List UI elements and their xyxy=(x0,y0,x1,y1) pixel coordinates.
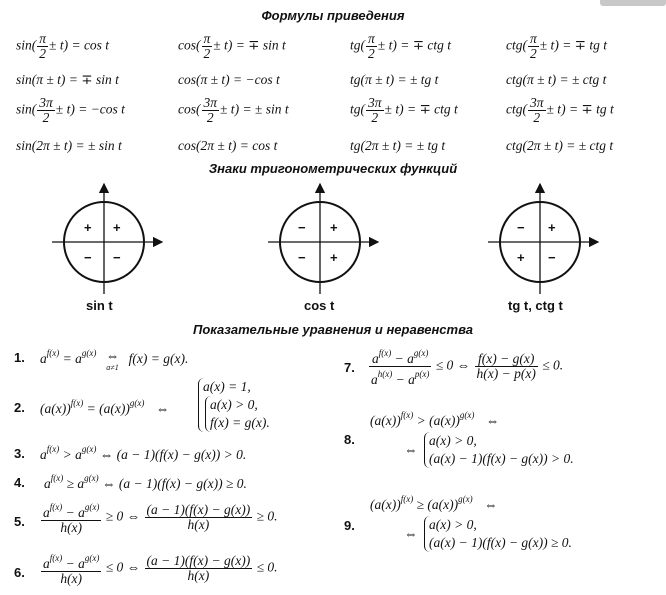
formula-r2c3: tg(π ± t) = ± tg t xyxy=(350,72,439,87)
tg-q3-sign: + xyxy=(517,250,525,265)
formula-r1c1: sin( $\frac{\pi}{2}$ ± t) = cos t xyxy=(16,31,110,61)
item-number-7: 7. xyxy=(344,360,355,375)
sin-q4-sign: − xyxy=(113,250,121,265)
equation-9-system: a(x) > 0, (a(x) − 1)(f(x) − g(x)) ≥ 0. xyxy=(424,516,572,552)
label-cos: cos t xyxy=(304,298,335,313)
formula-r3c1: sin( $\frac{3\pi}{2}$ ± t) = −cos t xyxy=(16,95,125,125)
formula-r1c3: tg( $\frac{\pi}{2}$ ± t) = ∓ ctg t xyxy=(350,31,451,61)
section-title-exponential: Показательные уравнения и неравенства xyxy=(192,322,474,337)
equation-3: $a^{f(x)} > a^{g(x)}$ ⇔ (a − 1)(f(x) − g(x)) > 0. xyxy=(40,444,247,462)
item-number-9: 9. xyxy=(344,518,355,533)
formula-r3c4: ctg( $\frac{3\pi}{2}$ ± t) = ∓ tg t xyxy=(506,95,614,125)
item-number-4: 4. xyxy=(14,475,25,490)
section-title-signs: Знаки тригонометрических функций xyxy=(208,161,458,176)
equation-4: $a^{f(x)} \ge a^{g(x)}$ ⇔ (a − 1)(f(x) − g(x)) ≥ 0. xyxy=(44,473,247,491)
equation-7: $\frac{a^{f(x)} - a^{g(x)}}{a^{h(x)} - a^{p(x)}}$ ≤ 0 ⇔ $\frac{f(x) - g(x)}{h(x) - p(x)}$ ≤ 0. xyxy=(371,348,564,387)
item-number-3: 3. xyxy=(14,446,25,461)
sin-q2-sign: + xyxy=(84,220,92,235)
equation-8-iff: ⇔ xyxy=(404,442,418,457)
formula-r4c2: cos(2π ± t) = cos t xyxy=(178,138,278,153)
label-tg-ctg: tg t, ctg t xyxy=(508,298,563,313)
equation-8-top: $(a(x))^{f(x)} > (a(x))^{g(x)}$ ⇔ xyxy=(370,410,500,428)
formula-r2c1: sin(π ± t) = ∓ sin t xyxy=(16,72,119,87)
tg-q1-sign: + xyxy=(548,220,556,235)
equation-6: $\frac{a^{f(x)} - a^{g(x)}}{h(x)}$ ≤ 0 ⇔ $\frac{(a - 1)(f(x) - g(x))}{h(x)}$ ≤ 0. xyxy=(43,553,278,586)
signs-diagrams xyxy=(0,176,666,316)
formula-r1c2: cos( $\frac{\pi}{2}$ ± t) = ∓ sin t xyxy=(178,31,286,61)
equation-8-system: a(x) > 0, (a(x) − 1)(f(x) − g(x)) > 0. xyxy=(424,432,574,468)
formula-r4c3: tg(2π ± t) = ± tg t xyxy=(350,138,446,153)
cos-q2-sign: − xyxy=(298,220,306,235)
equation-9-iff: ⇔ xyxy=(404,526,418,541)
cos-q4-sign: + xyxy=(330,250,338,265)
tg-q2-sign: − xyxy=(517,220,525,235)
window-edge-bar xyxy=(600,0,666,6)
tg-q4-sign: − xyxy=(548,250,556,265)
formula-r2c2: cos(π ± t) = −cos t xyxy=(178,72,280,87)
label-sin: sin t xyxy=(86,298,113,313)
sin-q3-sign: − xyxy=(84,250,92,265)
circle-cos xyxy=(268,184,378,294)
formula-r4c1: sin(2π ± t) = ± sin t xyxy=(16,138,122,153)
formula-r3c3: tg( $\frac{3\pi}{2}$ ± t) = ∓ ctg t xyxy=(350,95,458,125)
item-number-1: 1. xyxy=(14,350,25,365)
equation-5: $\frac{a^{f(x)} - a^{g(x)}}{h(x)}$ ≥ 0 ⇔ $\frac{(a - 1)(f(x) - g(x))}{h(x)}$ ≥ 0. xyxy=(43,502,278,535)
sin-q1-sign: + xyxy=(113,220,121,235)
formula-r4c4: ctg(2π ± t) = ± ctg t xyxy=(506,138,614,153)
section-title-reduction: Формулы приведения xyxy=(261,8,405,23)
equation-2-left: $(a(x))^{f(x)} = (a(x))^{g(x)}$ ⇔ xyxy=(40,398,170,416)
cos-q3-sign: − xyxy=(298,250,306,265)
circle-sin xyxy=(52,184,162,294)
circle-tg xyxy=(488,184,598,294)
item-number-8: 8. xyxy=(344,432,355,447)
formula-r1c4: ctg( $\frac{\pi}{2}$ ± t) = ∓ tg t xyxy=(506,31,607,61)
item-number-2: 2. xyxy=(14,400,25,415)
equation-1: $a^{f(x)} = a^{g(x)}$ ⇔ a≠1 f(x) = g(x). xyxy=(40,348,189,372)
item-number-5: 5. xyxy=(14,514,25,529)
formula-r3c2: cos( $\frac{3\pi}{2}$ ± t) = ± sin t xyxy=(178,95,289,125)
item-number-6: 6. xyxy=(14,565,25,580)
equation-9-top: $(a(x))^{f(x)} \ge (a(x))^{g(x)}$ ⇔ xyxy=(370,494,498,512)
cos-q1-sign: + xyxy=(330,220,338,235)
equation-2-system: a(x) = 1, a(x) > 0, f(x) = g(x). xyxy=(198,378,270,432)
formula-r2c4: ctg(π ± t) = ± ctg t xyxy=(506,72,607,87)
